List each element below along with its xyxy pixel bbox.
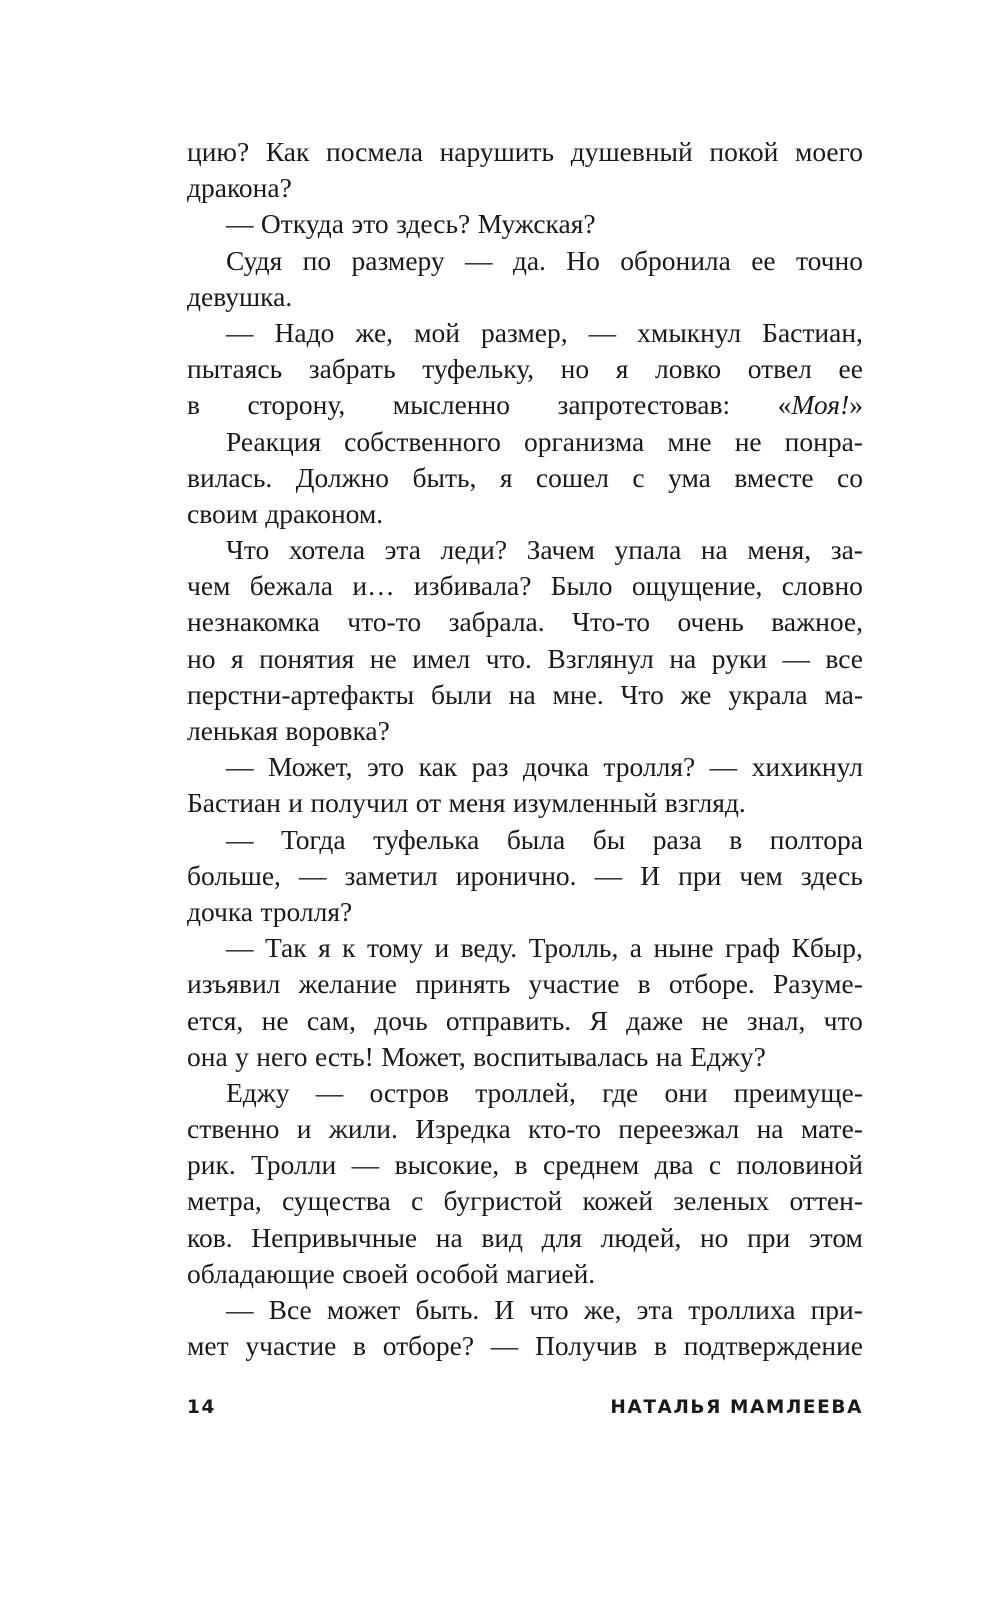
word: но [699,1221,729,1253]
word: драконом. [265,497,384,529]
word: Еджу [226,1076,290,1108]
word: же, [355,316,394,348]
word: Откуда [260,208,344,240]
word: пытаясь [187,353,283,385]
word: я [615,353,629,385]
word: к [342,932,356,964]
text-line [187,1039,863,1075]
word: Тролль, [528,932,619,964]
word: у [235,1040,249,1072]
word: знал, [746,1004,806,1036]
word: даже [626,1004,684,1036]
text-line [187,604,863,640]
word: заметил [344,859,438,891]
word: же, [583,1294,622,1325]
text-line [187,1003,863,1039]
word: в [653,1330,667,1362]
word: кто-то [527,1113,601,1145]
word: вместе [734,461,814,493]
word: быть, [412,461,477,493]
word: — [226,823,254,855]
word: по [302,244,332,276]
word: — [490,1330,519,1362]
word: Надо [274,316,335,348]
word: Судя [226,244,283,276]
word: леди? [440,534,508,566]
word: Было [550,570,613,602]
word: меня, [747,534,812,566]
word: — [226,1294,254,1325]
word: переезжал [618,1113,740,1145]
text-line [187,641,863,677]
word: получил [310,787,409,819]
word: обронила [620,244,731,276]
text-line [187,713,863,749]
word: — [298,859,327,891]
word: участие [528,968,620,1000]
word: преимуще- [733,1076,863,1108]
text-line [187,170,863,206]
text-line [187,858,863,894]
word: бы [592,823,626,855]
word: собственного [344,425,501,457]
text-line [187,279,863,315]
word: обладающие [187,1257,335,1289]
word: же [680,678,712,710]
word: девушка. [187,280,293,312]
word: я [318,932,331,964]
word: не [369,642,397,674]
word: избивала? [413,570,532,602]
word: ма- [824,678,863,710]
word: остров [369,1076,449,1108]
word: ется, [187,1004,244,1036]
text-line [187,424,863,460]
word: были [431,678,492,710]
word: ков. [187,1221,233,1253]
word: не [701,1004,729,1036]
word: магией. [505,1257,596,1289]
word: два [654,1149,694,1181]
word: этом [808,1221,863,1253]
word: хмыкнул [637,316,742,348]
word: со [837,461,863,493]
page-number: 14 [187,1397,216,1418]
word: — [226,316,254,348]
word: и… [352,570,395,602]
word: понра- [784,425,863,457]
text-line [187,206,863,242]
word: как [418,751,458,783]
word: эта [384,534,421,566]
word: в [514,1149,528,1181]
word: для [541,1221,583,1253]
word: сам, [306,1004,356,1036]
word: что-то [347,606,422,638]
word: метра, [187,1185,262,1217]
word: эта [636,1294,674,1325]
word: что [529,1294,569,1325]
word: чем [739,859,783,891]
word: Что-то [572,606,650,638]
word: сторону, [247,389,346,421]
word: раза [652,823,702,855]
word: быть. [415,1294,480,1325]
word: зеленых [673,1185,770,1217]
word: Но [566,244,600,276]
word: цию? [187,136,250,167]
word: подтверждение [683,1330,863,1362]
word: тролля? [260,895,353,927]
word: имел [412,642,471,674]
word: забрала. [448,606,545,638]
word: дочка [522,751,589,783]
word: в [353,1330,367,1362]
word: Тогда [281,823,346,855]
word: была [506,823,566,855]
word: — [226,932,254,964]
word: незнакомка [187,606,320,638]
word: это [366,751,405,783]
text-line [187,894,863,930]
word: Получив [534,1330,638,1362]
word: изъявил [187,968,281,1000]
word: что. [485,642,532,674]
text-line [187,1111,863,1147]
text-line [187,1183,863,1219]
word: в [637,968,651,1000]
word: участие [245,1330,337,1362]
word: Разуме- [772,968,863,1000]
word: — [594,859,623,891]
word: чем [187,570,231,602]
word: людей, [600,1221,682,1253]
word: Я [589,1004,608,1036]
word: за- [830,534,863,566]
word: посмела [326,136,423,167]
word: ощущение, [631,570,763,602]
word: Так [264,932,307,964]
text-line [187,1220,863,1256]
text-line [187,1256,863,1292]
word: не [734,425,762,457]
word: Что [226,534,270,566]
word: Еджу? [690,1040,766,1072]
word: полтора [769,823,863,855]
text-line [187,460,863,496]
word: мне [667,425,712,457]
page-footer [187,1397,863,1427]
text-line [187,1075,863,1111]
word: есть! [314,1040,374,1072]
word: запротестовав: [557,389,731,421]
word: Мужская? [477,208,596,240]
text-line [187,387,863,423]
word: вид [481,1221,524,1253]
word: и [288,787,304,819]
word: душевный [570,136,693,167]
word: на [756,1113,784,1145]
word: организма [523,425,645,457]
text-line [187,930,863,966]
word: Кбыр, [791,932,863,964]
word: словно [781,570,863,602]
word: взгляд. [664,787,746,819]
word: желание [298,968,398,1000]
word: Взглянул [547,642,654,674]
text-line [187,351,863,387]
word: существа [282,1185,391,1217]
word: размер, [480,316,568,348]
word: что [823,1004,863,1036]
word: на [435,1221,463,1253]
word: принять [415,968,511,1000]
word: — [315,1076,344,1108]
word: ленькая [187,715,278,746]
word: Как [265,136,310,167]
word: «Моя!» [777,389,863,421]
word: мет [187,1330,229,1362]
word: с [410,1185,424,1217]
word: вилась. [187,461,273,493]
text-line [187,134,863,170]
word: своим [187,497,258,529]
word: да. [512,244,546,276]
word: отборе? [382,1330,475,1362]
word: высокие, [394,1149,500,1181]
word: больше, [187,859,281,891]
word: здесь? [396,208,471,240]
word: жили. [328,1113,398,1145]
word: туфельку, [422,353,535,385]
word: моего [794,136,863,167]
word: бежала [249,570,334,602]
word: отвел [747,353,812,385]
word: мой [414,316,460,348]
word: дочка [187,895,254,927]
body-text [187,134,863,1364]
word: ственно [187,1113,280,1145]
word: Бастиан [187,787,281,819]
word: точно [795,244,863,276]
word: где [602,1076,639,1108]
word: раз [471,751,509,783]
word: воровка? [285,715,390,746]
word: Непривычные [251,1221,418,1253]
word: мысленно [392,389,510,421]
word: на [669,642,697,674]
word: ее [751,244,776,276]
word: Может, [381,1040,466,1072]
word: воспитывалась [473,1040,649,1072]
emphasis: Моя! [791,389,850,421]
word: — [226,751,254,783]
word: я [230,642,244,674]
word: все [825,642,863,674]
word: Зачем [526,534,595,566]
word: — [351,1149,380,1181]
word: веду. [460,932,518,964]
word: размеру [351,244,445,276]
word: здесь [800,859,863,891]
word: Изредка [415,1113,511,1145]
word: троллей, [475,1076,576,1108]
word: хихикнул [751,751,863,783]
word: на [655,1040,683,1072]
word: ныне [653,932,714,964]
word: от [415,787,442,819]
word: И [494,1294,515,1325]
word: отборе. [668,968,755,1000]
text-line [187,677,863,713]
word: нарушить [439,136,555,167]
word: я [499,461,513,493]
word: руки [711,642,767,674]
word: Что [620,678,664,710]
word: дракона? [187,172,292,204]
text-line [187,785,863,821]
word: Может, [267,751,353,783]
running-title: НАТАЛЬЯ МАМЛЕЕВА [610,1397,863,1418]
word: в [729,823,743,855]
word: оттен- [789,1185,863,1217]
text-line [187,1328,863,1364]
word: сошел [535,461,609,493]
text-line [187,822,863,858]
word: они [664,1076,708,1108]
word: украла [728,678,808,710]
word: с [708,1149,722,1181]
word: И [640,859,661,891]
word: своей [342,1257,409,1289]
word: это [351,208,389,240]
word: бугристой [443,1185,563,1217]
word: покой [709,136,779,167]
word: и [296,1113,312,1145]
word: мне. [552,678,604,710]
word: Должно [295,461,390,493]
word: Все [268,1294,312,1325]
word: — [709,751,738,783]
word: — [226,208,254,240]
word: него [256,1040,308,1072]
word: — [588,316,617,348]
word: на [508,678,536,710]
word: а [629,932,642,964]
word: на [700,534,728,566]
word: и [434,932,450,964]
word: тому [366,932,424,964]
word: граф [725,932,781,964]
text-line [187,1292,863,1328]
word: забрать [308,353,396,385]
word: хотела [288,534,366,566]
word: — [465,244,493,276]
word: ловко [654,353,722,385]
word: изумленный [512,787,658,819]
text-line [187,749,863,785]
word: Тролли [251,1149,337,1181]
word: но [187,642,216,674]
word: особой [415,1257,499,1289]
word: очень [677,606,744,638]
word: троллиха [688,1294,796,1325]
text-line [187,966,863,1002]
word: — [782,642,810,674]
word: Реакция [226,425,322,457]
word: ее [838,353,863,385]
word: тролля? [603,751,696,783]
word: она [187,1040,228,1072]
text-line [187,532,863,568]
word: не [261,1004,289,1036]
word: при [747,1221,791,1253]
word: иронично. [455,859,577,891]
word: кожей [582,1185,654,1217]
word: при- [810,1294,863,1325]
word: перстни-артефакты [187,678,415,710]
word: среднем [543,1149,640,1181]
word: упала [614,534,682,566]
word: важное, [771,606,863,638]
word: ума [668,461,711,493]
word: Бастиан, [762,316,863,348]
word: меня [448,787,506,819]
word: половиной [736,1149,863,1181]
word: понятия [259,642,355,674]
word: но [560,353,590,385]
word: в [187,389,200,421]
word: отправить. [445,1004,572,1036]
word: туфелька [373,823,480,855]
word: с [632,461,645,493]
text-line [187,496,863,532]
word: мате- [800,1113,863,1145]
text-line [187,568,863,604]
word: рик. [187,1149,236,1181]
word: при [678,859,722,891]
word: может [326,1294,401,1325]
text-line [187,243,863,279]
word: дочь [374,1004,428,1036]
text-line [187,315,863,351]
text-line [187,1147,863,1183]
